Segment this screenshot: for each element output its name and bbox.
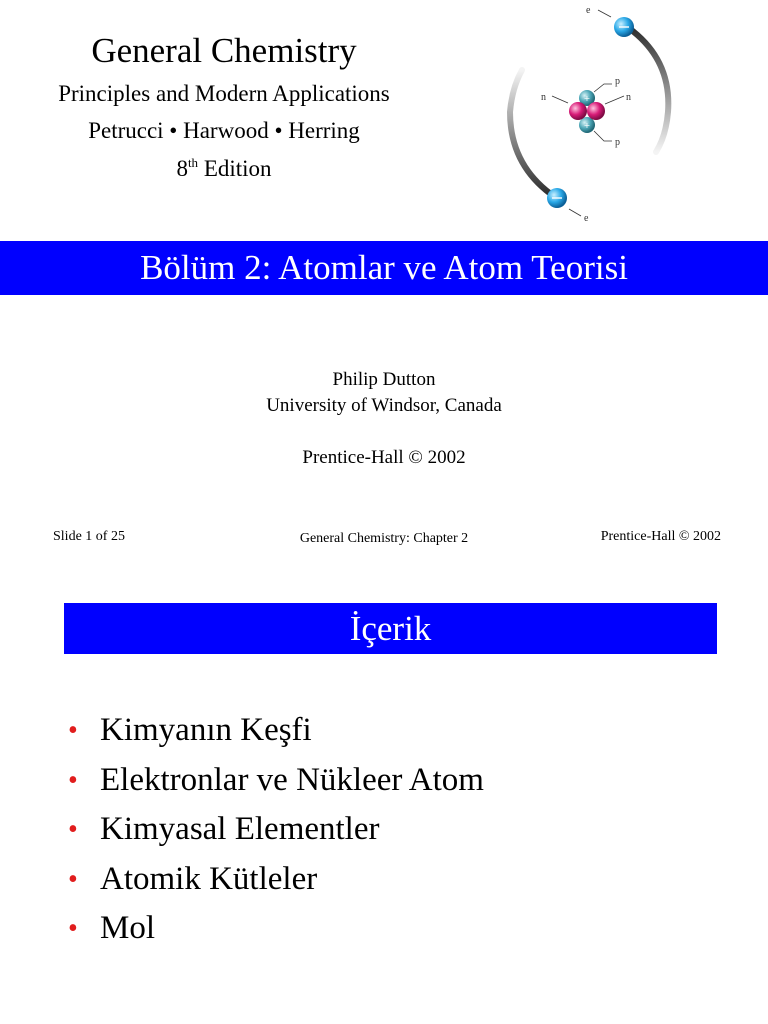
book-authors: Petrucci • Harwood • Herring <box>88 118 360 143</box>
edition-suffix: th <box>187 155 199 170</box>
list-item <box>68 855 484 905</box>
orbit-arc-lower <box>510 70 555 197</box>
list-item <box>68 706 484 756</box>
atom-illustration <box>500 0 680 228</box>
edition-number: 8 <box>176 156 188 181</box>
list-item <box>68 805 484 855</box>
svg-text:+: + <box>583 121 591 130</box>
book-title: General Chemistry <box>91 31 357 70</box>
bullet-icon: • <box>68 715 78 746</box>
publisher-line: Prentice-Hall © 2002 <box>302 447 466 468</box>
list-item <box>68 904 484 954</box>
list-item-label: Kimyasal Elementler <box>100 811 380 848</box>
list-item-label: Kimyanın Keşfi <box>100 712 312 748</box>
bullet-icon: • <box>68 863 78 895</box>
proton-bottom-label: p <box>615 137 620 148</box>
electron-bottom-icon <box>547 188 589 224</box>
contents-title-band <box>64 603 717 654</box>
list-item <box>68 756 484 806</box>
chapter-title-band <box>0 241 768 295</box>
presenter-name: Philip Dutton <box>332 369 436 390</box>
bullet-icon: • <box>68 913 78 945</box>
nucleus-icon <box>569 90 605 133</box>
neutron-right-label: n <box>626 92 631 103</box>
svg-text:+: + <box>583 94 591 103</box>
chapter-title: Bölüm 2: Atomlar ve Atom Teorisi <box>140 248 628 287</box>
list-item-label: Elektronlar ve Nükleer Atom <box>100 761 484 798</box>
book-edition <box>0 155 448 183</box>
electron-top-label: e <box>586 5 591 16</box>
slide-number: Slide 1 of 25 <box>53 529 125 544</box>
list-item-label: Atomik Kütleler <box>100 860 318 897</box>
bullet-icon: • <box>68 764 78 796</box>
footer-copyright: Prentice-Hall © 2002 <box>600 529 721 544</box>
book-subtitle: Principles and Modern Applications <box>58 81 390 106</box>
proton-top-label: p <box>615 76 620 87</box>
presenter-block <box>0 367 768 419</box>
electron-bottom-label: e <box>584 213 589 224</box>
contents-list <box>68 706 484 954</box>
footer-chapter: General Chemistry: Chapter 2 <box>299 531 469 546</box>
bullet-icon: • <box>68 814 78 846</box>
electron-top-icon <box>586 5 634 37</box>
orbit-arc-upper <box>626 26 668 152</box>
edition-word: Edition <box>203 156 272 181</box>
neutron-left-label: n <box>541 92 546 103</box>
presenter-affiliation: University of Windsor, Canada <box>266 395 502 416</box>
contents-title: İçerik <box>349 609 432 648</box>
list-item-label: Mol <box>100 910 156 947</box>
